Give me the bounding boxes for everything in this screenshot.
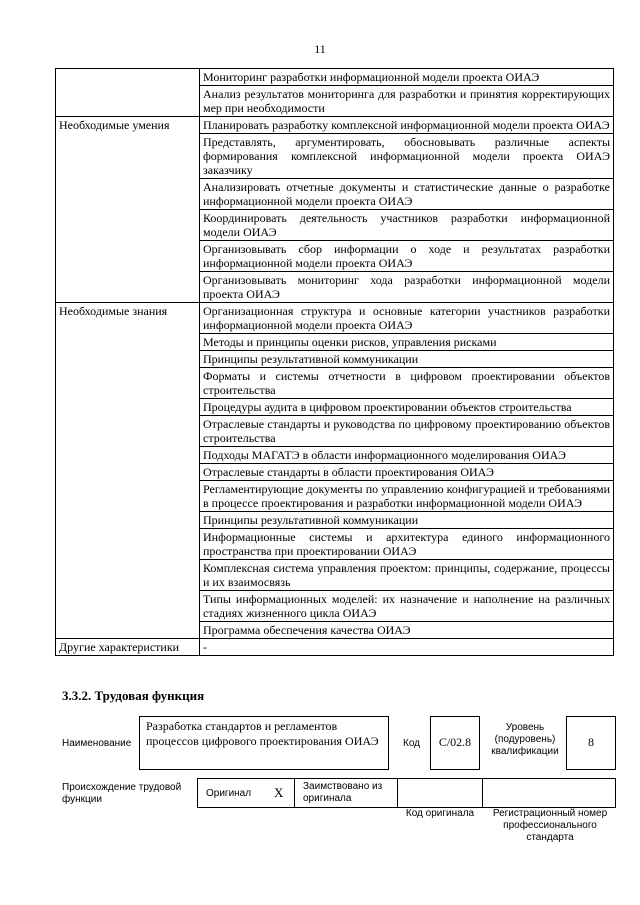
- code-value: C/02.8: [438, 735, 472, 749]
- page-number: 11: [314, 42, 326, 56]
- table-row: [56, 639, 614, 656]
- row-item: Организовывать сбор информации о ходе и результатах разработки информационной модели проекта ОИАЭ: [200, 241, 614, 272]
- row-item: Регламентирующие документы по управлению конфигурацией и требованиями в процессе проектирования и разработки информационной модели ОИАЭ: [200, 481, 614, 512]
- name-label: Наименование: [62, 738, 132, 749]
- section-title: 3.3.2. Трудовая функция: [62, 688, 205, 703]
- row-label: Другие характеристики: [56, 639, 200, 656]
- level-label: Уровень (подуровень) квалификации: [491, 722, 559, 757]
- level-value-box: [566, 716, 616, 770]
- row-item: Анализировать отчетные документы и статистические данные о разработке информационной модели проекта ОИАЭ: [200, 179, 614, 210]
- row-item: Организационная структура и основные категории участников разработки информационной модели проекта ОИАЭ: [200, 303, 614, 334]
- competency-table: [55, 68, 614, 656]
- reg-number-label: Регистрационный номер профессионального стандарта: [492, 808, 608, 843]
- origin-label: Происхождение трудовой функции: [62, 782, 182, 805]
- row-item: Представлять, аргументировать, обосновывать различные аспекты формирования комплексной информационной модели проекта ОИАЭ заказчику: [200, 134, 614, 179]
- row-item: Принципы результативной коммуникации: [200, 351, 614, 368]
- row-item: Методы и принципы оценки рисков, управления рисками: [200, 334, 614, 351]
- row-item: Подходы МАГАТЭ в области информационного моделирования ОИАЭ: [200, 447, 614, 464]
- borrowed-box: [294, 778, 398, 808]
- row-item: Мониторинг разработки информационной модели проекта ОИАЭ: [200, 69, 614, 86]
- original-label: Оригинал: [206, 788, 252, 799]
- row-item: Комплексная система управления проектом: принципы, содержание, процессы и их взаимосвязь: [200, 560, 614, 591]
- row-item: Информационные системы и архитектура единого информационного пространства при проектировании ОИАЭ: [200, 529, 614, 560]
- original-box: [197, 778, 295, 808]
- name-value-box: [139, 716, 389, 770]
- borrowed-label: Заимствовано из оригинала: [303, 781, 383, 804]
- original-mark: X: [274, 785, 284, 800]
- table-row: [56, 117, 614, 134]
- row-item: Типы информационных моделей: их назначение и наполнение на различных стадиях жизненного цикла ОИАЭ: [200, 591, 614, 622]
- row-item: Анализ результатов мониторинга для разработки и принятия корректирующих мер при необходимости: [200, 86, 614, 117]
- row-item: Отраслевые стандарты и руководства по цифровому проектированию объектов строительства: [200, 416, 614, 447]
- row-item: Программа обеспечения качества ОИАЭ: [200, 622, 614, 639]
- code-original-label: Код оригинала: [405, 808, 475, 819]
- row-item: Координировать деятельность участников разработки информационной модели ОИАЭ: [200, 210, 614, 241]
- row-label: [56, 69, 200, 117]
- row-label: Необходимые умения: [56, 117, 200, 303]
- row-item: Организовывать мониторинг хода разработки информационной модели проекта ОИАЭ: [200, 272, 614, 303]
- row-item: Форматы и системы отчетности в цифровом проектировании объектов строительства: [200, 368, 614, 399]
- level-value: 8: [588, 735, 594, 749]
- table-row: [56, 303, 614, 334]
- reg-number-box: [482, 778, 616, 808]
- row-item: Планировать разработку комплексной информационной модели проекта ОИАЭ: [200, 117, 614, 134]
- code-label: Код: [403, 738, 421, 749]
- row-item: Принципы результативной коммуникации: [200, 512, 614, 529]
- row-item: Процедуры аудита в цифровом проектировании объектов строительства: [200, 399, 614, 416]
- code-value-box: [430, 716, 480, 770]
- code-original-box: [397, 778, 483, 808]
- table-row: [56, 69, 614, 86]
- name-value: Разработка стандартов и регламентов процессов цифрового проектирования ОИАЭ: [146, 719, 379, 748]
- row-label: Необходимые знания: [56, 303, 200, 639]
- row-item: Отраслевые стандарты в области проектирования ОИАЭ: [200, 464, 614, 481]
- row-item: -: [200, 639, 614, 656]
